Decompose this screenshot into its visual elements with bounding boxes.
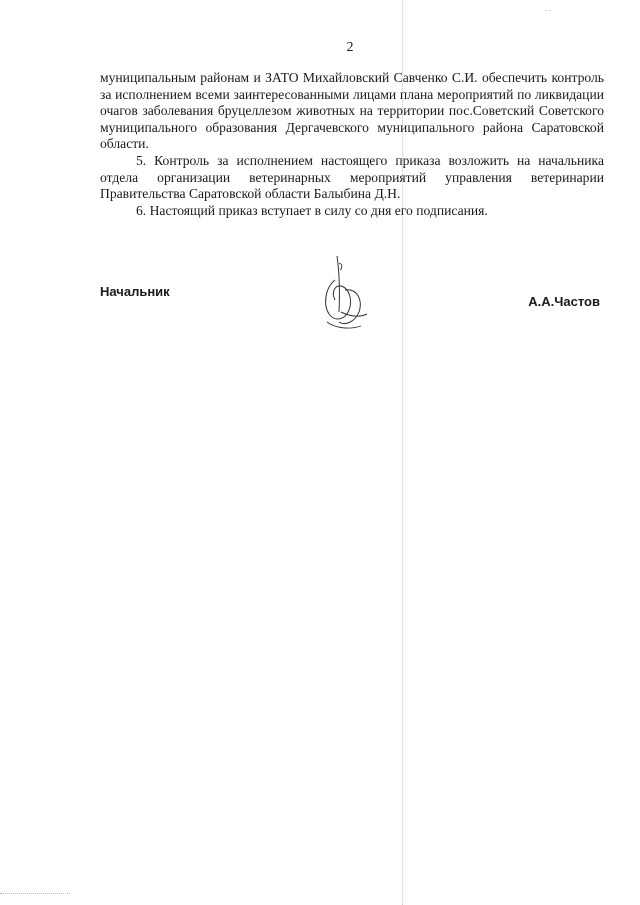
page-number: 2 bbox=[346, 40, 354, 55]
paragraph-6: 6. Настоящий приказ вступает в силу со дня его подписания. bbox=[136, 202, 488, 218]
paragraph-5: 5. Контроль за исполнением настоящего приказа возложить на начальника отдела организации ветеринарных мероприятий управления ветеринарии Правительства Саратовской области Балыбина Д.Н. bbox=[100, 152, 604, 202]
paragraph-4-continuation: муниципальным районам и ЗАТО Михайловский Савченко С.И. обеспечить контроль за исполнением всеми заинтересованными лицами плана мероприятий по ликвидации очагов заболевания бруцеллезом животных на территории пос.Советский Советского муниципального образования Дергачевского муниципального района Саратовской области. bbox=[100, 70, 604, 152]
signatory-title: Начальник bbox=[100, 284, 170, 299]
scan-artifact bbox=[545, 10, 551, 11]
signatory-name: А.А.Частов bbox=[528, 294, 600, 309]
handwritten-signature bbox=[315, 250, 375, 335]
signature-block bbox=[100, 250, 604, 340]
scan-artifact-bottom bbox=[0, 893, 70, 894]
document-body bbox=[100, 70, 604, 219]
